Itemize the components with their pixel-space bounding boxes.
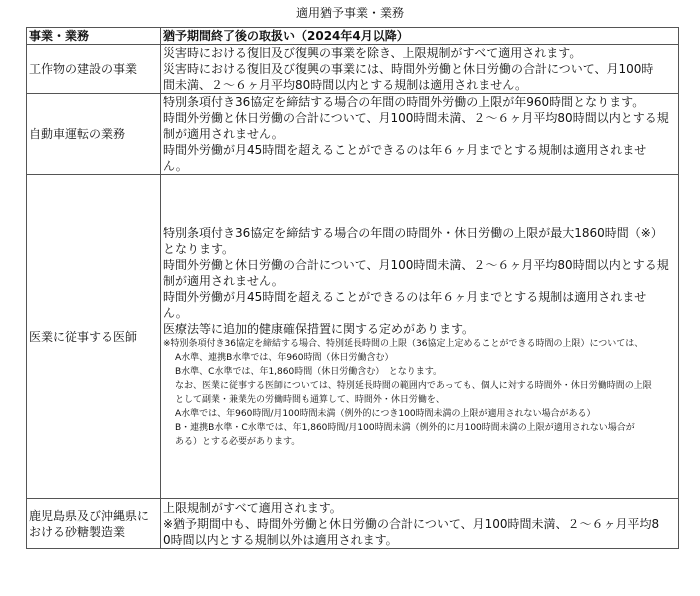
treatment-line: 時間外労働が月45時間を超えることができるのは年６ヶ月までとする規制は適用されませ	[163, 289, 647, 304]
treatment-line: 特別条項付き36協定を締結する場合の年間の時間外労働の上限が年960時間となります。	[163, 95, 645, 109]
table-caption: 適用猶予事業・業務	[295, 6, 404, 20]
exemption-table	[26, 27, 679, 549]
header-business: 事業・業務	[27, 28, 161, 45]
footnote-line: として副業・兼業先の労働時間も通算して、時間外・休日労働を、	[175, 394, 445, 405]
treatment-line: 時間外労働と休日労働の合計について、月100時間未満、２～６ヶ月平均80時間以内とする規	[163, 257, 669, 272]
treatment-line: 制が適用されません。	[163, 127, 284, 141]
treatment-line: 0時間以内とする規制以外は適用されます。	[163, 532, 398, 547]
footnote-line: ある）とする必要があります。	[175, 436, 301, 447]
table-row-sugar	[27, 499, 679, 549]
treatment-line: 時間外労働と休日労働の合計について、月100時間未満、２～６ヶ月平均80時間以内とする規	[163, 111, 669, 125]
footnote-line: ※特別条項付き36協定を締結する場合、特別延長時間の上限（36協定上定めることができる時間の上限）については、	[163, 338, 644, 349]
table-row-construction	[27, 45, 679, 94]
treatment-line: ん。	[163, 159, 188, 173]
treatment-line: 上限規制がすべて適用されます。	[163, 500, 342, 515]
treatment-line: 制が適用されません。	[163, 273, 284, 288]
footnote-line: B水準、C水準では、年1,860時間（休日労働含む） となります。	[175, 366, 443, 377]
footnote-line: A水準では、年960時間/月100時間未満（例外的につき100時間未満の上限が適用されない場合がある）	[175, 408, 596, 419]
footnote-line: なお、医業に従事する医師については、特別延長時間の範囲内であっても、個人に対する時間外・休日労働時間の上限	[175, 380, 652, 391]
table-row-doctors	[27, 175, 679, 499]
category-cell: 工作物の建設の事業	[27, 45, 161, 94]
treatment-cell	[161, 94, 679, 175]
treatment-line: 医療法等に追加的健康確保措置に関する定めがあります。	[163, 321, 475, 336]
treatment-cell	[161, 45, 679, 94]
treatment-cell	[161, 499, 679, 549]
treatment-line: 災害時における復旧及び復興の事業には、時間外労働と休日労働の合計について、月100時	[163, 62, 654, 76]
footnote-line: A水準、連携B水準では、年960時間（休日労働含む）	[175, 352, 394, 363]
table-row-driving	[27, 94, 679, 175]
treatment-line: ※猶予期間中も、時間外労働と休日労働の合計について、月100時間未満、２～６ヶ月平均8	[163, 516, 660, 531]
treatment-line: 災害時における復旧及び復興の事業を除き、上限規制がすべて適用されます。	[163, 46, 582, 60]
treatment-line: ん。	[163, 305, 188, 320]
category-cell: 医業に従事する医師	[27, 175, 161, 499]
category-cell: 自動車運転の業務	[27, 94, 161, 175]
header-treatment: 猶予期間終了後の取扱い（2024年4月以降）	[161, 28, 679, 45]
category-cell: 鹿児島県及び沖縄県における砂糖製造業	[27, 499, 161, 549]
treatment-cell	[161, 175, 679, 499]
treatment-line: 時間外労働が月45時間を超えることができるのは年６ヶ月までとする規制は適用されませ	[163, 143, 647, 157]
treatment-line: 特別条項付き36協定を締結する場合の年間の時間外・休日労働の上限が最大1860時間（※）	[163, 225, 663, 240]
header-row	[27, 28, 679, 45]
treatment-line: となります。	[163, 241, 235, 256]
footnote-line: B・連携B水準・C水準では、年1,860時間/月100時間未満（例外的に月100時間未満の上限が適用されない場合が	[175, 422, 635, 433]
treatment-line: 間未満、２～６ヶ月平均80時間以内とする規制は適用されません。	[163, 78, 527, 92]
